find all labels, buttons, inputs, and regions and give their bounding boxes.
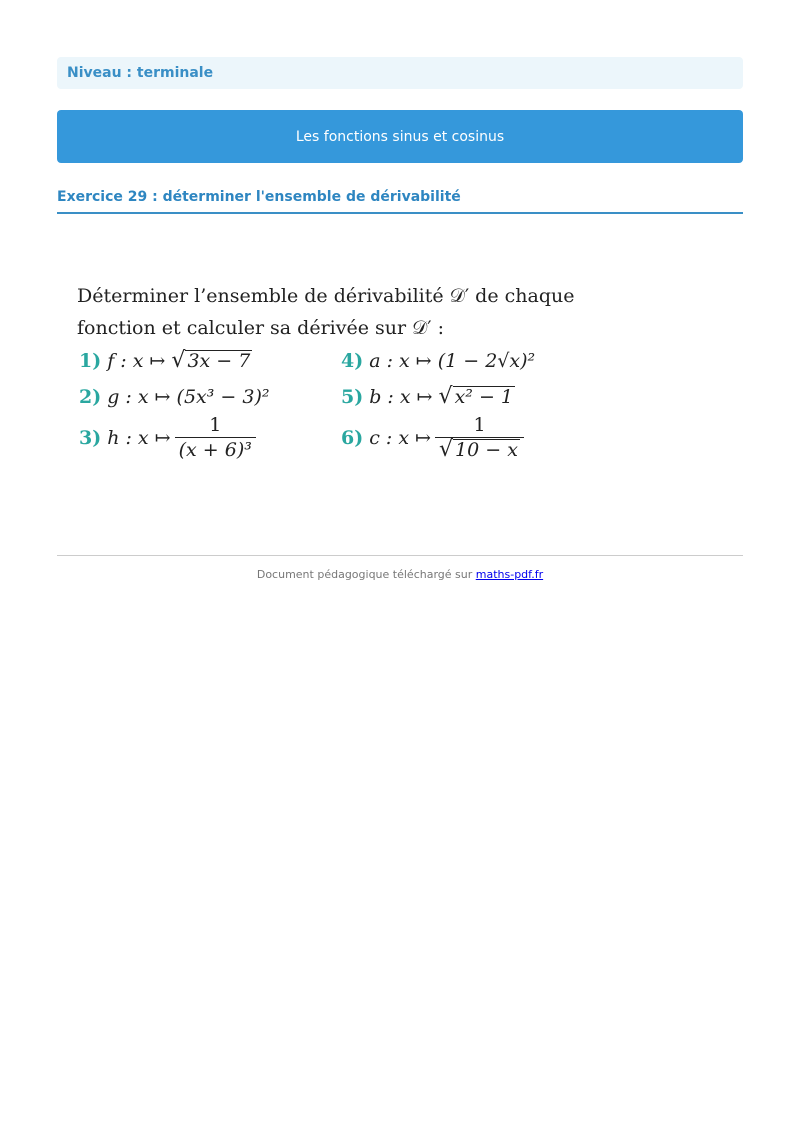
function-item-3 xyxy=(79,414,256,462)
chapter-title: Les fonctions sinus et cosinus xyxy=(295,128,505,145)
item-number: 3) xyxy=(79,427,102,450)
footer-text: Document pédagogique téléchargé sur xyxy=(256,568,476,581)
exercise-body xyxy=(77,280,617,488)
item-label: c : x ↦ xyxy=(369,427,432,450)
radical-sign: √ xyxy=(438,384,453,409)
square-root xyxy=(439,436,520,462)
item-expression: 3x − 7 xyxy=(187,350,251,373)
item-expression: (5x³ − 3)² xyxy=(176,386,270,408)
item-label: g : x ↦ xyxy=(107,386,171,408)
footer-divider xyxy=(57,555,743,556)
item-label: b : x ↦ xyxy=(369,386,433,408)
chapter-banner xyxy=(57,110,743,163)
statement-line-1: Déterminer l’ensemble de dérivabilité 𝒟′ de chaque xyxy=(77,285,575,307)
denominator-expression: 10 − x xyxy=(455,438,518,461)
item-number: 4) xyxy=(341,350,364,372)
fraction-numerator: 1 xyxy=(209,414,222,436)
fraction xyxy=(175,414,256,462)
square-root xyxy=(171,350,252,372)
item-expression: (1 − 2√x)² xyxy=(437,350,536,372)
function-item-1 xyxy=(79,350,252,372)
item-label: a : x ↦ xyxy=(369,350,432,372)
level-box xyxy=(57,57,743,89)
item-number: 5) xyxy=(341,386,364,408)
statement-line-2: fonction et calculer sa dérivée sur 𝒟′ : xyxy=(77,317,445,339)
item-label: f : x ↦ xyxy=(107,350,166,372)
square-root xyxy=(439,386,515,408)
function-list xyxy=(77,348,617,488)
fraction-numerator: 1 xyxy=(473,414,486,436)
item-number: 2) xyxy=(79,386,102,408)
radical-sign: √ xyxy=(439,436,454,462)
exercise-title xyxy=(57,186,743,214)
function-item-5 xyxy=(341,386,515,408)
function-item-6 xyxy=(341,414,524,462)
item-label: h : x ↦ xyxy=(107,427,171,450)
footer xyxy=(57,568,743,581)
item-number: 6) xyxy=(341,427,364,450)
fraction-denominator xyxy=(435,437,524,463)
fraction xyxy=(435,414,524,462)
function-item-4 xyxy=(341,350,535,372)
item-number: 1) xyxy=(79,350,102,372)
level-label: Niveau : terminale xyxy=(67,65,214,81)
exercise-title-text: Exercice 29 : déterminer l'ensemble de dérivabilité xyxy=(57,189,461,205)
fraction-denominator: (x + 6)³ xyxy=(175,437,256,463)
footer-link[interactable]: maths-pdf.fr xyxy=(475,568,544,581)
item-expression: x² − 1 xyxy=(454,386,513,409)
radical-sign: √ xyxy=(171,348,186,373)
function-item-2 xyxy=(79,386,270,408)
